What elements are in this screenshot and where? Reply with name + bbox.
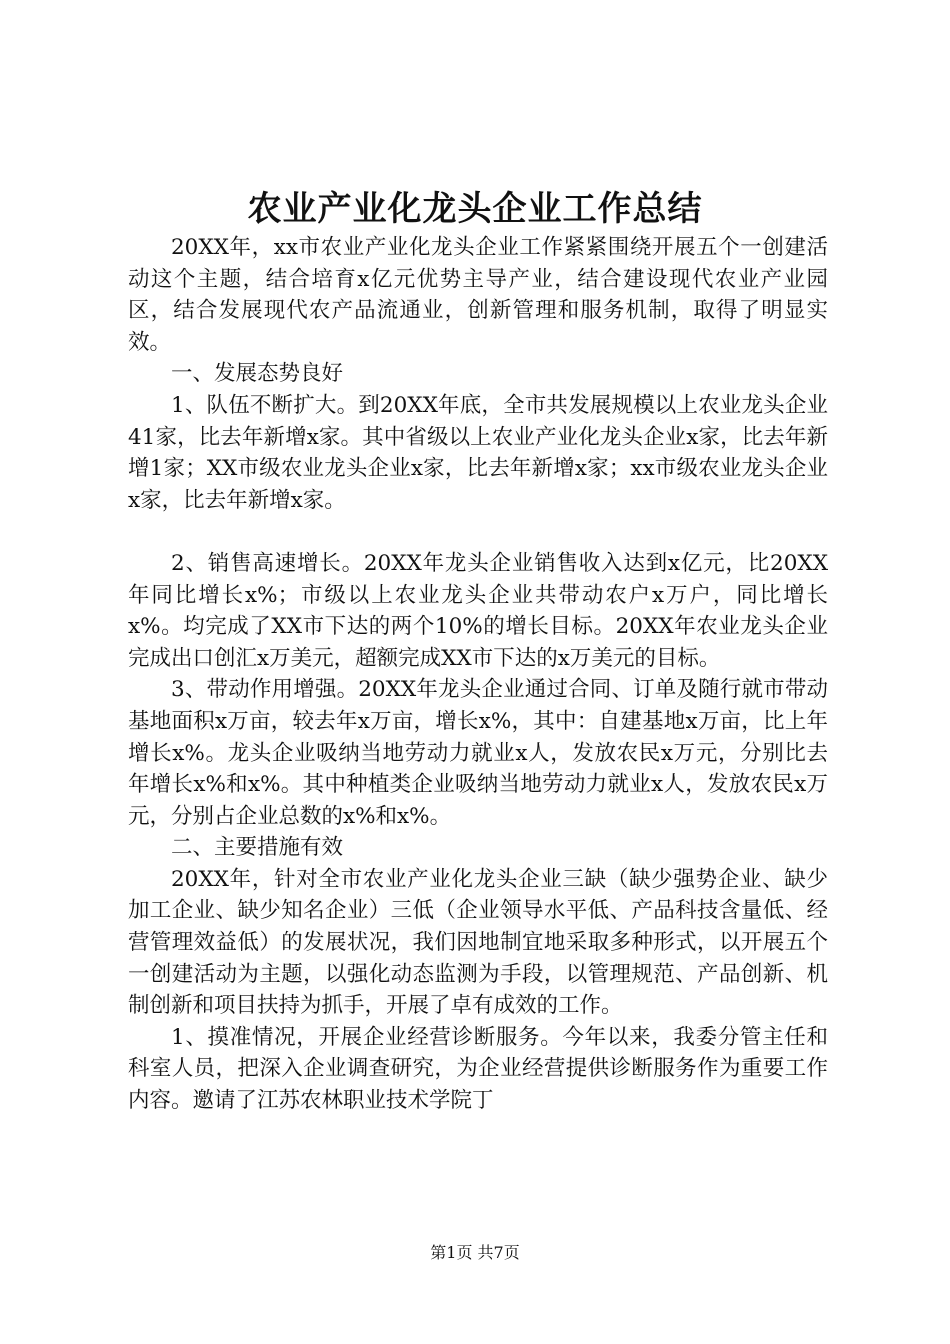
paragraph-team-growth: 1、队伍不断扩大。到20XX年底，全市共发展规模以上农业龙头企业41家，比去年新增x家。其中省级以上农业产业化龙头企业x家，比去年新增1家；XX市级农业龙头企业x家，比去年新增x家；xx市级农业龙头企业x家，比去年新增x家。 (128, 392, 828, 513)
paragraph-measures: 20XX年，针对全市农业产业化龙头企业三缺（缺少强势企业、缺少加工企业、缺少知名企业）三低（企业领导水平低、产品科技含量低、经营管理效益低）的发展状况，我们因地制宜地采取多种形式，以开展五个一创建活动为主题，以强化动态监测为手段，以管理规范、产品创新、机制创新和项目扶持为抓手，开展了卓有成效的工作。 (128, 866, 828, 1019)
page-footer: 第1页 共7页 (430, 1243, 520, 1262)
paragraph-driving-effect: 3、带动作用增强。20XX年龙头企业通过合同、订单及随行就市带动基地面积x万亩，较去年x万亩，增长x%，其中：自建基地x万亩，比上年增长x%。龙头企业吸纳当地劳动力就业x人，发放农民x万元，分别比去年增长x%和x%。其中种植类企业吸纳当地劳动力就业x人，发放农民x万元，分别占企业总数的x%和x%。 (128, 677, 828, 829)
document-title: 农业产业化龙头企业工作总结 (247, 189, 703, 229)
document-body (128, 232, 828, 1117)
intro-paragraph: 20XX年，xx市农业产业化龙头企业工作紧紧围绕开展五个一创建活动这个主题，结合培育x亿元优势主导产业，结合建设现代农业产业园区，结合发展现代农产品流通业，创新管理和服务机制，取得了明显实效。 (128, 235, 828, 355)
paragraph-spacer (128, 516, 828, 548)
section-heading-2: 二、主要措施有效 (171, 835, 344, 861)
paragraph-diagnosis-service: 1、摸准情况，开展企业经营诊断服务。今年以来，我委分管主任和科室人员，把深入企业调查研究，为企业经营提供诊断服务作为重要工作内容。邀请了江苏农林职业技术学院丁 (128, 1024, 828, 1114)
section-heading-1: 一、发展态势良好 (171, 361, 344, 387)
paragraph-sales-growth: 2、销售高速增长。20XX年龙头企业销售收入达到x亿元，比20XX年同比增长x%；市级以上农业龙头企业共带动农户x万户，同比增长x%。均完成了XX市下达的两个10%的增长目标。20XX年农业龙头企业完成出口创汇x万美元，超额完成XX市下达的x万美元的目标。 (128, 550, 828, 671)
